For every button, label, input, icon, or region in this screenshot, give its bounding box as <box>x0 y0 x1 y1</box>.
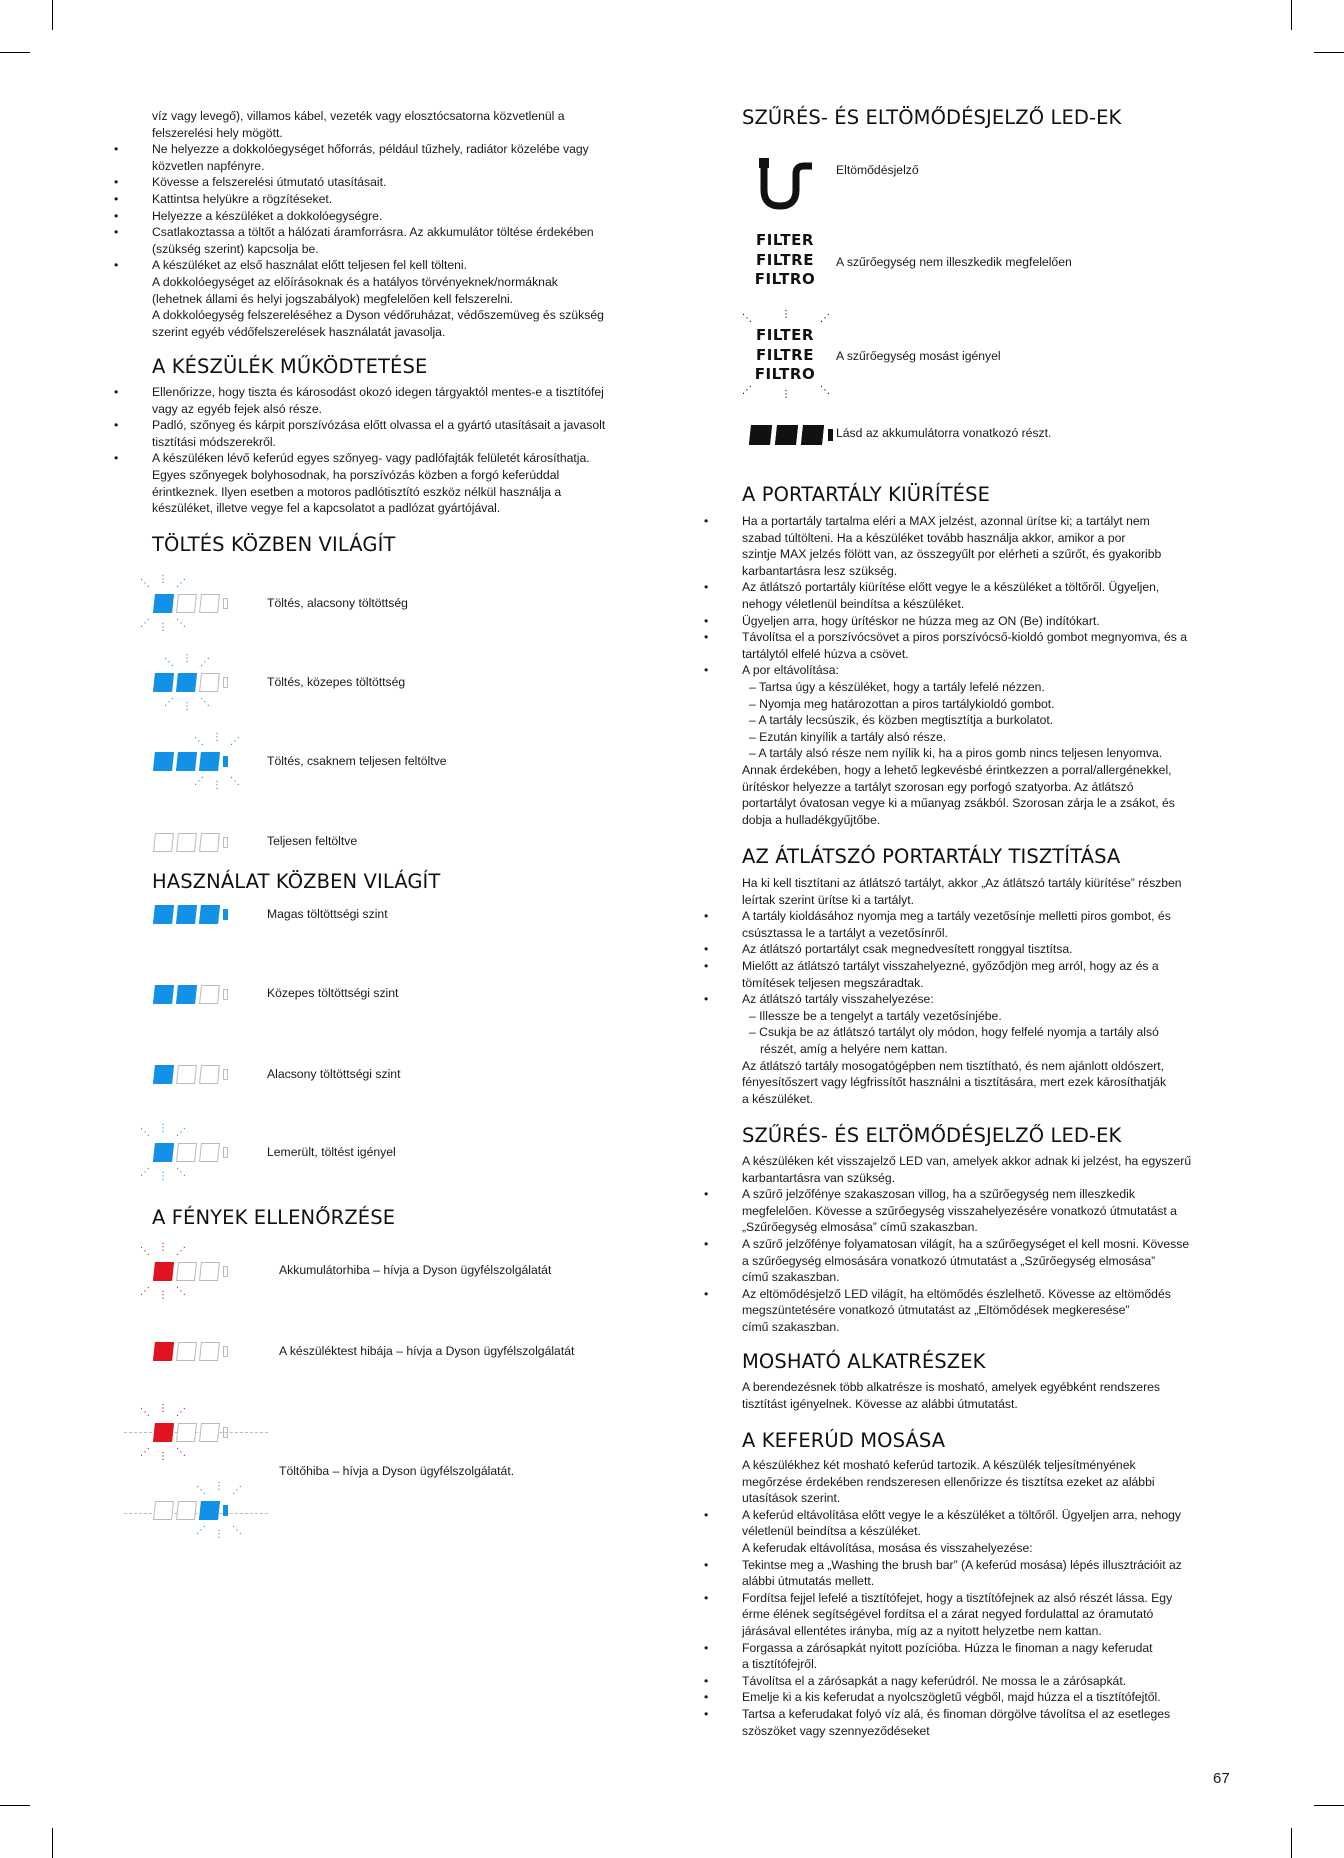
charger-error-label: Töltőhiba – hívja a Dyson ügyfélszolgálatát. <box>279 1464 515 1478</box>
low-level-label: Alacsony töltöttségi szint <box>267 1067 401 1081</box>
text-line: utasítások szerint. <box>742 1491 841 1506</box>
crop-mark <box>52 1828 53 1858</box>
left-intro <box>152 108 652 340</box>
sub-item: részét, amíg a helyére nem kattan. <box>760 1041 948 1056</box>
bullet-item: • A keferúd eltávolítása előtt vegye le a készüléket a töltőről. Ügyeljen arra, nehogy véletlenül beindítsa a készüléket. A keferudak eltávolítása, mosása és visszahelyezése: <box>742 1507 1252 1557</box>
bullet-item: • Az átlátszó portartályt csak megnedvesített ronggyal tisztítsa. <box>742 941 1252 958</box>
battery-icon <box>154 1143 228 1162</box>
text-line: a készüléket. <box>742 1091 814 1106</box>
charging-nearly-full-label: Töltés, csaknem teljesen feltöltve <box>267 754 447 768</box>
charging-medium-indicator: ⋱ ⋮ ⋰ ⋰ ⋮ ⋱ <box>164 653 210 712</box>
charger-error-indicator-red: ⋱ ⋮ ⋰ ⋰ ⋮ ⋱ <box>140 1403 186 1462</box>
sub-item: – Nyomja meg határozottan a piros tartálykioldó gombot. <box>749 696 1055 711</box>
brushbar-list <box>742 1457 1252 1739</box>
battery-error-label: Akkumulátorhiba – hívja a Dyson ügyfélszolgálatát <box>279 1263 552 1277</box>
bullet-item: • Emelje ki a kis keferudat a nyolcszögletű végből, majd húzza el a tisztítófejtől. <box>742 1689 1252 1706</box>
bullet-item: • Az átlátszó portartály kiürítése előtt vegye le a készüléket a töltőről. Ügyeljen, nehogy véletlenül beindítsa a készüléket. <box>742 579 1252 612</box>
washable-heading: MOSHATÓ ALKATRÉSZEK <box>742 1350 986 1373</box>
text-line: Ha ki kell tisztítani az átlátszó tartályt, akkor „Az átlátszó tartály kiürítése” részben <box>742 876 1182 890</box>
lights-check-heading: A FÉNYEK ELLENŐRZÉSE <box>152 1206 396 1229</box>
filter-word-icon: FILTER FILTRE FILTRO <box>754 326 816 383</box>
bullet-item: • Padló, szőnyeg és kárpit porszívózása előtt olvassa el a gyártó utasításait a javasolt tisztítási módszerekről. <box>152 417 652 450</box>
crop-mark <box>1291 1828 1292 1858</box>
text-line: tisztítást igényelnek. Kövesse az alábbi útmutatást. <box>742 1396 1018 1411</box>
emptying-list <box>742 513 1252 828</box>
sub-item: – Tartsa úgy a készüléket, hogy a tartály lefelé nézzen. <box>749 679 1045 694</box>
bullet-item: • Ellenőrizze, hogy tiszta és károsodást okozó idegen tárgyaktól mentes-e a tisztítófej vagy az egyéb fejek alsó része. <box>152 384 652 417</box>
flash-ray: ⋮ <box>158 574 168 585</box>
battery-icon <box>154 752 228 771</box>
battery-icon <box>154 1501 228 1520</box>
bullet-item: • Távolítsa el a porszívócsövet a piros porszívócső-kioldó gombot megnyomva, és a tartálytól elfelé húzva a csövet. <box>742 629 1252 662</box>
battery-icon <box>154 594 228 613</box>
text-line: leírtak szerint ürítse ki a tartályt. <box>742 892 915 907</box>
bullet-item: • Fordítsa fejjel lefelé a tisztítófejet, hogy a tisztítófejnek az alsó részét lássa. Egy érme élének segítségével fordítsa el a zárat negyed fordulattal az óramutató járásával ellentétes irányba, míg az a nyitott helyzetbe nem kattan. <box>742 1590 1252 1640</box>
text-line: fényesítőszert vagy légfrissítőt használni a tisztítására, mert ezek károsíthatják <box>742 1075 1167 1090</box>
led-heading: SZŰRÉS- ÉS ELTÖMŐDÉSJELZŐ LED-EK <box>742 106 1122 129</box>
text-line: karbantartásra van szükség. <box>742 1170 896 1185</box>
bullet-item: • A készüléket az első használat előtt teljesen fel kell tölteni. A dokkolóegységet az előírásoknak és a hatályos törvényeknek/normáknak (lehetnek állami és helyi jogszabályok) megfelelően kell felszerelni. A dokkolóegység felszereléséhez a Dyson védőruházat, védőszemüveg és szükség szerint egyéb védőfelszerelések használatát javasolja. <box>152 257 652 340</box>
crop-mark <box>0 1805 30 1806</box>
bullet-item: • Távolítsa el a zárósapkát a nagy keferúdról. Ne mossa le a zárósapkát. <box>742 1673 1252 1690</box>
flash-ray: ⋱ <box>140 578 150 589</box>
bullet-item: • Csatlakoztassa a töltőt a hálózati áramforrásra. Az akkumulátor töltése érdekében (szükség szerint) kapcsolja be. <box>152 224 652 257</box>
text-line: felszerelési hely mögött. <box>152 125 283 140</box>
bullet-item: • Tekintse meg a „Washing the brush bar” (A keferúd mosása) lépés illusztrációit az alábbi útmutatás mellett. <box>742 1557 1252 1590</box>
fully-charged-label: Teljesen feltöltve <box>267 834 358 848</box>
bullet-item: • A por eltávolítása: <box>742 662 1252 679</box>
battery-icon <box>154 1065 228 1084</box>
flash-ray: ⋮ <box>158 622 168 633</box>
battery-icon <box>154 905 228 924</box>
bullet-item: • Helyezze a készüléket a dokkolóegységre. <box>152 208 652 225</box>
sub-item: – A tartály lecsúszik, és közben megtisztítja a burkolatot. <box>749 713 1054 728</box>
brushbar-heading: A KEFERÚD MOSÁSA <box>742 1429 946 1452</box>
text-line: ürítéskor helyezze a tartályt szorosan egy porfogó szatyorba. Az átlátszó <box>742 779 1134 794</box>
flash-ray: ⋱ <box>176 618 186 629</box>
text-line: megőrzése érdekében rendszeresen ellenőrizze és tisztítsa ezeket az alábbi <box>742 1474 1155 1489</box>
text-line: dobja a hulladékgyűjtőbe. <box>742 812 881 827</box>
battery-error-indicator: ⋱ ⋮ ⋰ ⋰ ⋮ ⋱ <box>140 1242 186 1301</box>
bullet-item: • Kattintsa helyükre a rögzítéseket. <box>152 191 652 208</box>
bullet-item: • Mielőtt az átlátszó tartályt visszahelyezné, győződjön meg arról, hogy az és a tömítések teljesen megszáradtak. <box>742 958 1252 991</box>
cleaning-list <box>742 875 1252 1107</box>
charging-low-label: Töltés, alacsony töltöttség <box>267 596 408 610</box>
battery-icon <box>154 1342 228 1361</box>
text-line: portartályt óvatosan vegye ki a műanyag zsákból. Szorosan zárja le a zsákot, és <box>742 796 1175 811</box>
text-line: A készülékhez két mosható keferúd tartozik. A készülék teljesítményének <box>742 1458 1136 1472</box>
blockage-icon <box>756 156 816 212</box>
body-error-label: A készüléktest hibája – hívja a Dyson ügyfélszolgálatát <box>279 1344 575 1358</box>
charging-medium-label: Töltés, közepes töltöttség <box>267 675 406 689</box>
empty-indicator: ⋱ ⋮ ⋰ ⋰ ⋮ ⋱ <box>140 1123 186 1182</box>
battery-icon <box>154 1423 228 1442</box>
battery-see-label: Lásd az akkumulátorra vonatkozó részt. <box>836 426 1052 440</box>
bullet-item: • A tartály kioldásához nyomja meg a tartály vezetősínje melletti piros gombot, és csúsztassa le a tartályt a vezetősínről. <box>742 908 1252 941</box>
text-line: A készüléken két visszajelző LED van, amelyek akkor adnak ki jelzést, ha egyszerű <box>742 1154 1192 1168</box>
crop-mark <box>52 0 53 30</box>
operation-heading: A KÉSZÜLÉK MŰKÖDTETÉSE <box>152 355 428 378</box>
battery-icon <box>154 833 228 852</box>
battery-icon <box>154 673 228 692</box>
operation-list <box>152 384 652 517</box>
crop-mark <box>1314 52 1344 53</box>
charging-nearly-full-indicator: ⋱ ⋮ ⋰ ⋰ ⋮ ⋱ <box>194 732 240 791</box>
filter-wash-flash: ⋱ ⋮ ⋰ ⋰ ⋮ ⋱ <box>742 309 830 400</box>
charger-error-indicator-blue: ⋱ ⋮ ⋰ ⋰ ⋮ ⋱ <box>196 1481 242 1540</box>
sub-item: – Csukja be az átlátszó tartályt oly módon, hogy felfelé nyomja a tartály alsó <box>749 1025 1159 1040</box>
battery-icon <box>154 985 228 1004</box>
text-line: Annak érdekében, hogy a lehető legkevésbé érintkezzen a porral/allergénekkel, <box>742 762 1172 777</box>
page-number: 67 <box>1213 1770 1230 1787</box>
crop-mark <box>1291 0 1292 30</box>
bullet-item: • Az eltömődésjelző LED világít, ha eltömődés észlelhető. Kövesse az eltömődés megszüntetésére vonatkozó útmutatást az „Eltömődések megkeresése” című szakaszban. <box>742 1286 1252 1336</box>
sub-item: – Illessze be a tengelyt a tartály vezetősínjébe. <box>749 1008 1002 1023</box>
bullet-item: • Ne helyezze a dokkolóegységet hőforrás, például tűzhely, radiátor közelébe vagy közvetlen napfényre. <box>152 141 652 174</box>
high-level-label: Magas töltöttségi szint <box>267 907 388 921</box>
crop-mark <box>0 52 30 53</box>
bullet-item: • Az átlátszó tartály visszahelyezése: <box>742 991 1252 1008</box>
text-line: Az átlátszó tartály mosogatógépben nem tisztítható, és nem ajánlott oldószert, <box>742 1058 1165 1073</box>
bullet-item: • A szűrő jelzőfénye folyamatosan világít, ha a szűrőegységet el kell mosni. Kövesse a szűrőegység elmosására vonatkozó útmutatást a „Szűrőegység elmosása” című szakaszban. <box>742 1236 1252 1286</box>
led-list <box>742 1153 1252 1336</box>
blockage-label: Eltömődésjelző <box>836 163 919 177</box>
flash-ray: ⋰ <box>176 578 186 589</box>
battery-icon <box>154 1262 228 1281</box>
bullet-item: • Ügyeljen arra, hogy ürítéskor ne húzza meg az ON (Be) indítókart. <box>742 613 1252 630</box>
crop-mark <box>1314 1805 1344 1806</box>
battery-icon <box>750 425 833 445</box>
filter-word-icon: FILTER FILTRE FILTRO <box>754 231 816 288</box>
sub-item: – Ezután kinyílik a tartály alsó része. <box>749 729 947 744</box>
flash-ray: ⋰ <box>140 618 150 629</box>
washable-text <box>742 1379 1252 1412</box>
bullet-item: • Ha a portartály tartalma eléri a MAX jelzést, azonnal ürítse ki; a tartályt nem szabad túltölteni. Ha a készüléket tovább használja akkor, amikor a por szintje MAX jelzés fölött van, az összegyűlt por elérheti a szűrőt, és gyakoribb karbantartásra lesz szükség. <box>742 513 1252 579</box>
bullet-item: • A készüléken lévő keferúd egyes szőnyeg- vagy padlófajták felületét károsíthatja. Egyes szőnyegek bolyhosodnak, ha porszívózás közben a forgó keferúddal érintkeznek. Ilyen esetben a motoros padlótisztító eszköz nélkül használja a készüléket, illetve vegye fel a kapcsolatot a padlózat gyártójával. <box>152 450 652 516</box>
cleaning-heading: AZ ÁTLÁTSZÓ PORTARTÁLY TISZTÍTÁSA <box>742 845 1121 868</box>
bullet-item: • A szűrő jelzőfénye szakaszosan villog, ha a szűrőegység nem illeszkedik megfelelően. Kövesse a szűrőegység visszahelyezésére vonatkozó útmutatást a „Szűrőegység elmosása” című szakaszban. <box>742 1186 1252 1236</box>
filter-not-fitted-label: A szűrőegység nem illeszkedik megfelelően <box>836 255 1072 269</box>
empty-label: Lemerült, töltést igényel <box>267 1145 396 1159</box>
led-heading-2: SZŰRÉS- ÉS ELTÖMŐDÉSJELZŐ LED-EK <box>742 1124 1122 1147</box>
bullet-item: • Tartsa a keferudakat folyó víz alá, és finoman dörgölve távolítsa el az esetleges szöszöket vagy szennyeződéseket <box>742 1706 1252 1739</box>
bullet-item: • Forgassa a zárósapkát nyitott pozícióba. Húzza le finoman a nagy keferudat a tisztítófejről. <box>742 1640 1252 1673</box>
medium-level-label: Közepes töltöttségi szint <box>267 986 399 1000</box>
charging-heading: TÖLTÉS KÖZBEN VILÁGÍT <box>152 533 396 556</box>
text-line: víz vagy levegő), villamos kábel, vezeték vagy elosztócsatorna közvetlenül a <box>152 109 565 123</box>
bullet-item: • Kövesse a felszerelési útmutató utasításait. <box>152 174 652 191</box>
filter-wash-label: A szűrőegység mosást igényel <box>836 349 1001 363</box>
emptying-heading: A PORTARTÁLY KIÜRÍTÉSE <box>742 483 991 506</box>
text-line: A berendezésnek több alkatrésze is mosható, amelyek egyébként rendszeres <box>742 1380 1160 1394</box>
sub-item: – A tartály alsó része nem nyílik ki, ha a piros gomb nincs teljesen lenyomva. <box>749 746 1163 761</box>
in-use-heading: HASZNÁLAT KÖZBEN VILÁGÍT <box>152 870 441 893</box>
